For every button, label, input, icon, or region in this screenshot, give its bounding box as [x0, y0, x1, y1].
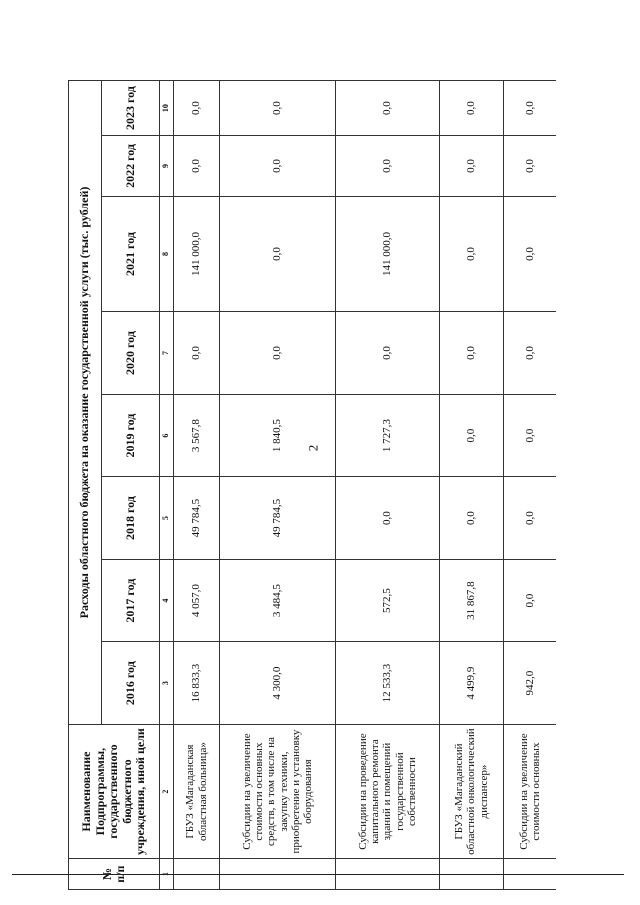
header-year: 2018 год: [102, 477, 160, 560]
column-index: 9: [160, 136, 174, 197]
row-name: Субсидии на увеличение стоимости основных: [504, 724, 557, 858]
value-cell: 49 784,5: [174, 477, 220, 560]
table-row: [440, 81, 504, 890]
value-cell: 0,0: [440, 136, 504, 197]
value-cell: 16 833,3: [174, 642, 220, 725]
value-cell: 0,0: [220, 81, 336, 136]
value-cell: 0,0: [504, 312, 557, 395]
value-cell: 3 567,8: [174, 394, 220, 477]
column-index: 6: [160, 394, 174, 477]
value-cell: 12 533,3: [336, 642, 440, 725]
header-number: № п/п: [69, 859, 160, 890]
value-cell: 0,0: [220, 312, 336, 395]
column-index: 10: [160, 81, 174, 136]
header-year: 2022 год: [102, 136, 160, 197]
column-index: 4: [160, 559, 174, 642]
header-year: 2016 год: [102, 642, 160, 725]
table-row: [504, 81, 557, 890]
value-cell: 0,0: [504, 394, 557, 477]
value-cell: 0,0: [440, 477, 504, 560]
value-cell: 0,0: [440, 312, 504, 395]
header-year: 2023 год: [102, 81, 160, 136]
header-expenses-group: Расходы областного бюджета на оказание государственной услуги (тыс. рублей): [69, 81, 102, 725]
header-year: 2020 год: [102, 312, 160, 395]
value-cell: 141 000,0: [336, 196, 440, 312]
value-cell: 4 057,0: [174, 559, 220, 642]
table-row: [220, 81, 336, 890]
value-cell: 0,0: [336, 136, 440, 197]
value-cell: 4 300,0: [220, 642, 336, 725]
column-index: 1: [160, 859, 174, 890]
value-cell: 0,0: [220, 136, 336, 197]
column-index: 5: [160, 477, 174, 560]
value-cell: 0,0: [220, 196, 336, 312]
row-name: Субсидии на проведение капитального ремонта зданий и помещений государственной собственности: [336, 724, 440, 858]
row-name: Субсидии на увеличение стоимости основных средств, в том числе на закупку техники, приобретение и установку оборудования: [220, 724, 336, 858]
page-number: 2: [305, 444, 321, 452]
header-name: Наименование Подпрограммы, государственного бюджетного учреждения, иной цели: [69, 724, 160, 858]
column-index: 3: [160, 642, 174, 725]
rotated-table-container: [68, 80, 556, 890]
value-cell: 0,0: [504, 136, 557, 197]
table-row: [174, 81, 220, 890]
value-cell: 942,0: [504, 642, 557, 725]
table-body: [174, 81, 557, 890]
budget-table: [68, 80, 556, 890]
value-cell: 1 727,3: [336, 394, 440, 477]
value-cell: 49 784,5: [220, 477, 336, 560]
table-row: [336, 81, 440, 890]
value-cell: 0,0: [440, 196, 504, 312]
value-cell: 0,0: [504, 477, 557, 560]
header-year: 2021 год: [102, 196, 160, 312]
value-cell: 0,0: [440, 81, 504, 136]
value-cell: 0,0: [336, 81, 440, 136]
column-index: 8: [160, 196, 174, 312]
bottom-rule: [12, 874, 624, 875]
value-cell: 0,0: [174, 312, 220, 395]
value-cell: 0,0: [504, 196, 557, 312]
table-header: [69, 81, 174, 890]
value-cell: 0,0: [174, 136, 220, 197]
column-index-row: [160, 81, 174, 890]
value-cell: 0,0: [504, 559, 557, 642]
value-cell: 4 499,9: [440, 642, 504, 725]
column-index: 7: [160, 312, 174, 395]
row-name: ГБУЗ «Магаданская областная больница»: [174, 724, 220, 858]
value-cell: 31 867,8: [440, 559, 504, 642]
row-name: ГБУЗ «Магаданский областной онкологический диспансер»: [440, 724, 504, 858]
value-cell: 0,0: [336, 312, 440, 395]
value-cell: 0,0: [504, 81, 557, 136]
table-viewport: [68, 80, 556, 890]
value-cell: 0,0: [174, 81, 220, 136]
header-year: 2017 год: [102, 559, 160, 642]
column-index: 2: [160, 724, 174, 858]
value-cell: 141 000,0: [174, 196, 220, 312]
value-cell: 3 484,5: [220, 559, 336, 642]
header-year: 2019 год: [102, 394, 160, 477]
value-cell: 0,0: [336, 477, 440, 560]
value-cell: 0,0: [440, 394, 504, 477]
value-cell: 572,5: [336, 559, 440, 642]
value-cell: 1 840,5: [220, 394, 336, 477]
